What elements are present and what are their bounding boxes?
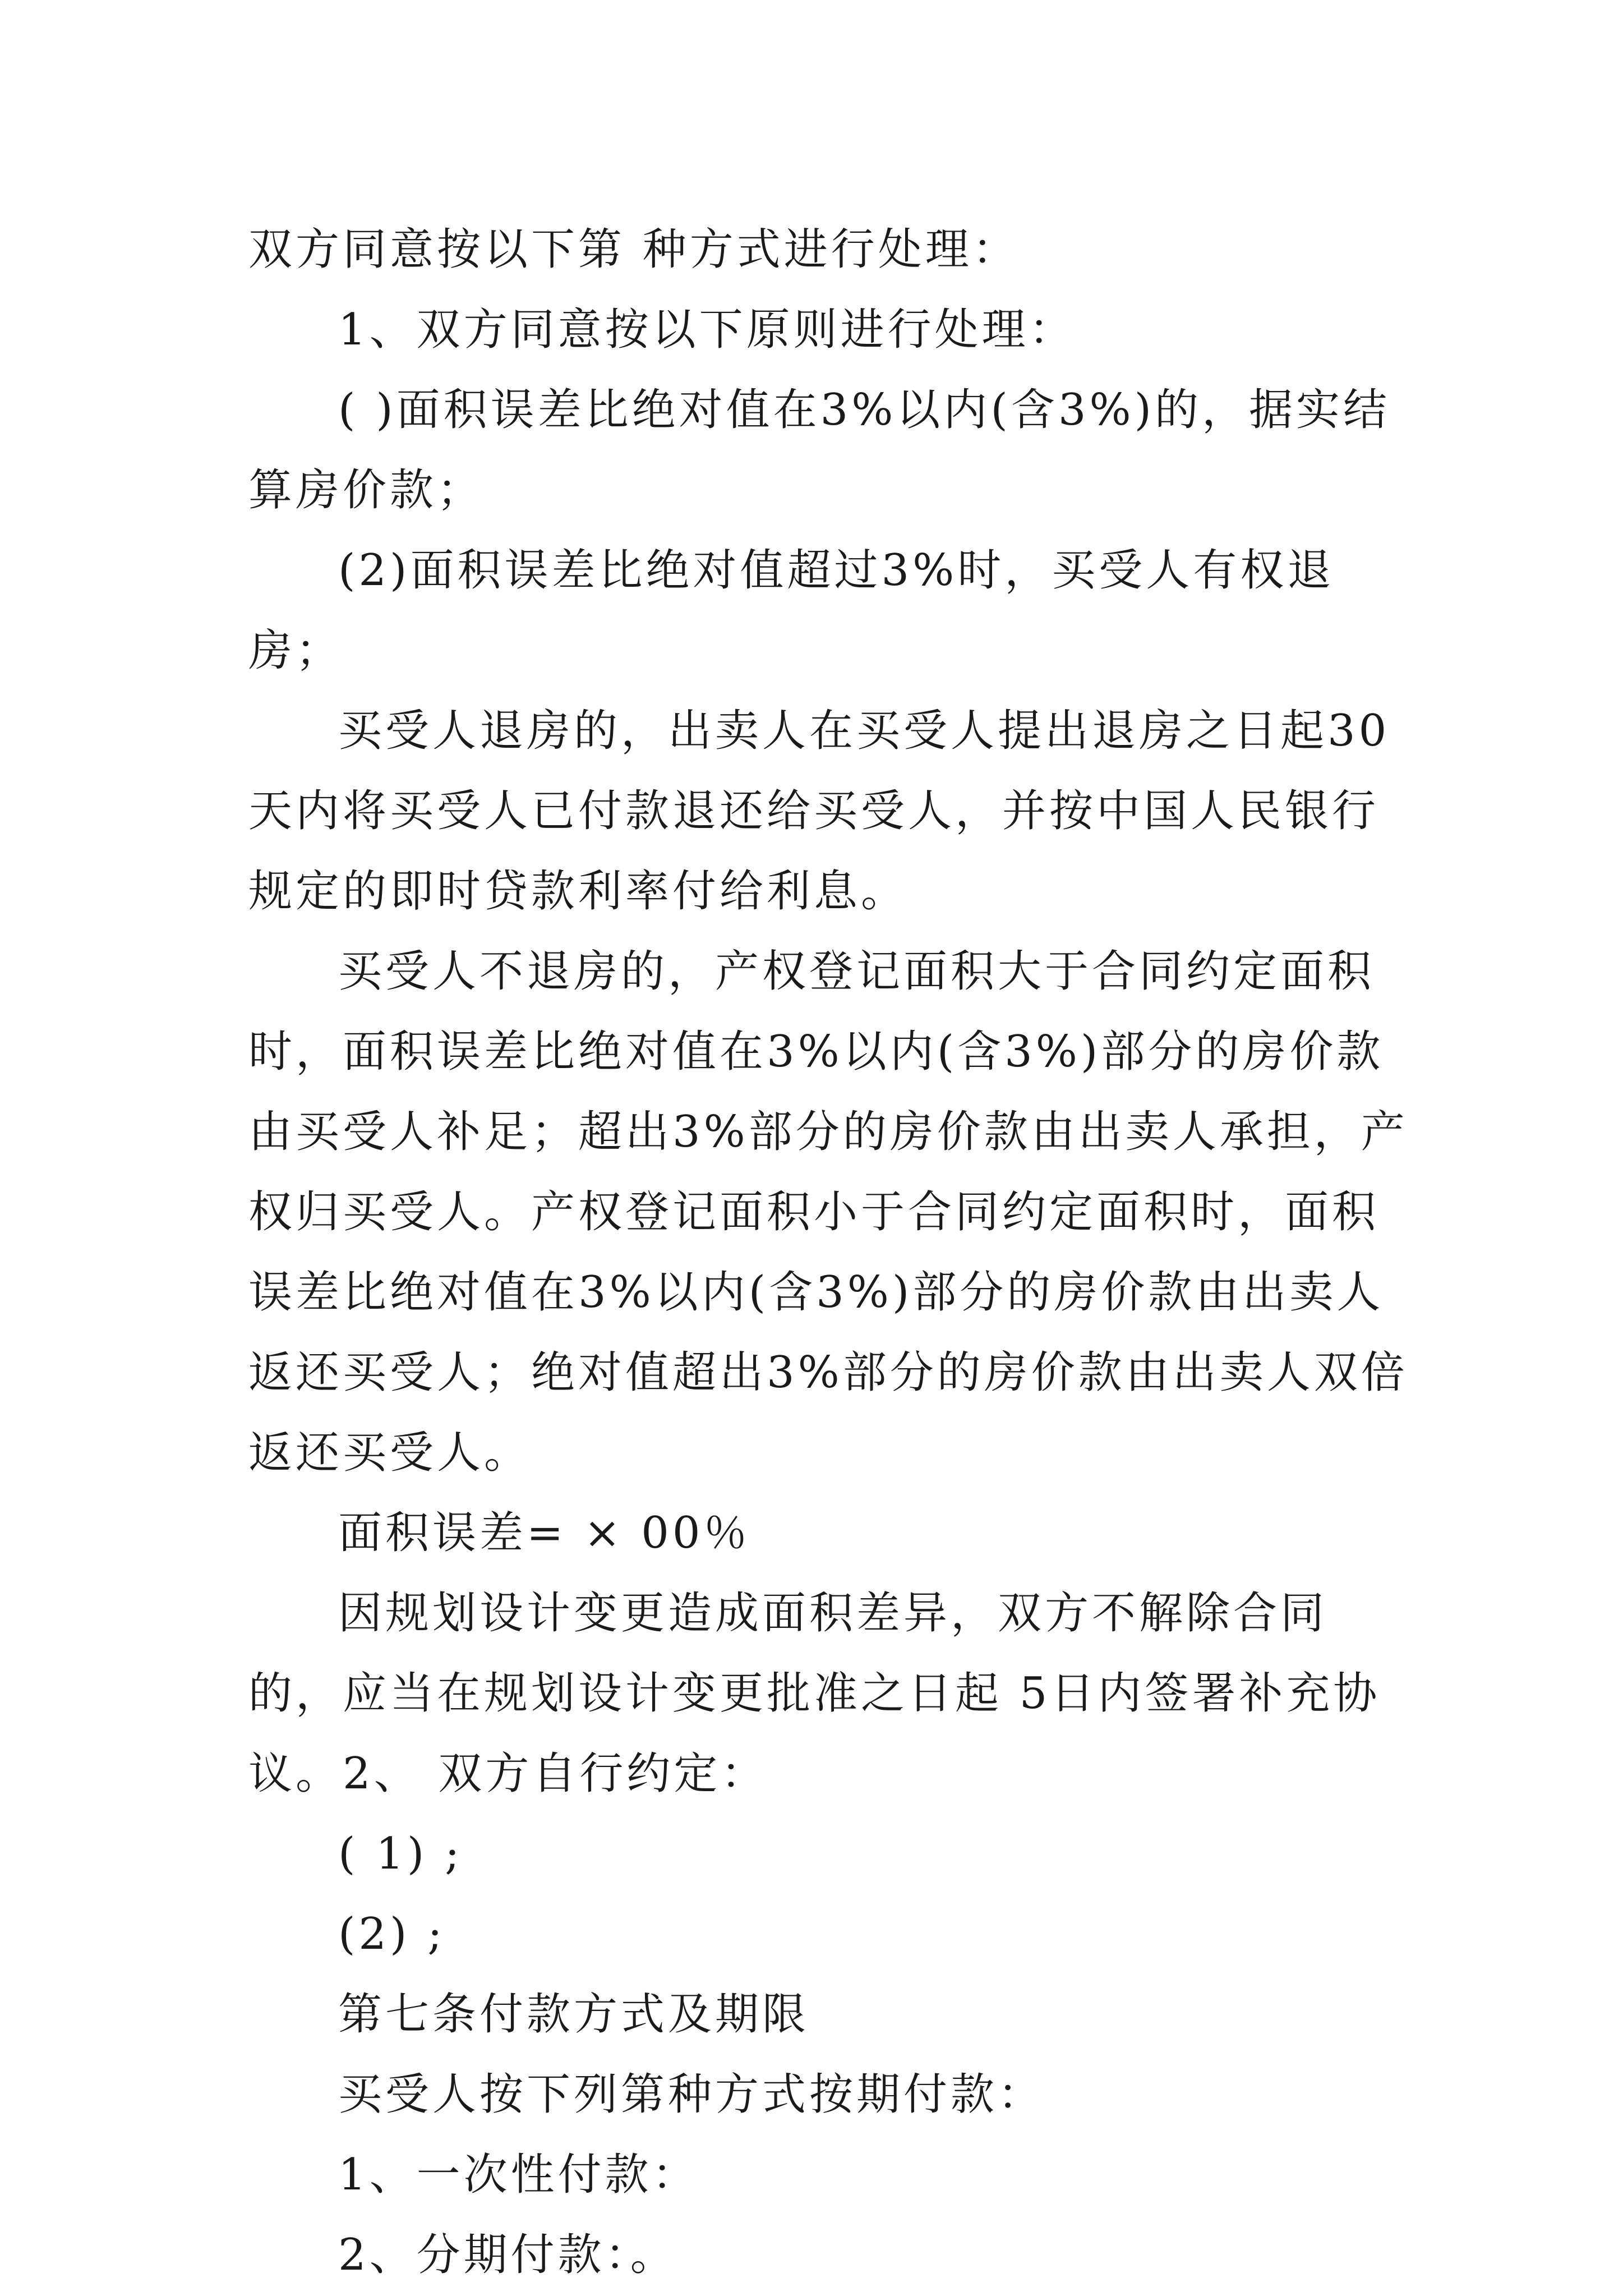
- document-body: [248, 210, 1415, 2295]
- section-heading-article-7: 第七条付款方式及期限: [338, 1989, 810, 2040]
- paragraph-planning-change: 因规划设计变更造成面积差异，双方不解除合同的，应当在规划设计变更批准之日起 5日内签署补充协议。2、 双方自行约定：: [248, 1588, 1381, 1799]
- paragraph-within-3pct: ( )面积误差比绝对值在3%以内(含3%)的，据实结算房价款；: [248, 385, 1391, 516]
- paragraph-lump-sum: 1、一次性付款：: [338, 2150, 699, 2200]
- paragraph-payment-method: 买受人按下列第种方式按期付款：: [338, 2069, 1045, 2120]
- paragraph-over-3pct: (2)面积误差比绝对值超过3%时，买受人有权退房；: [248, 545, 1335, 676]
- paragraph-handling-method: 双方同意按以下第 种方式进行处理：: [248, 224, 1020, 275]
- paragraph-refund: 买受人退房的，出卖人在买受人提出退房之日起30天内将买受人已付款退还给买受人，并按中国人民银行规定的即时贷款利率付给利息。: [248, 706, 1390, 917]
- paragraph-area-error-formula: 面积误差= × 00％: [338, 1508, 751, 1558]
- paragraph-no-refund: 买受人不退房的，产权登记面积大于合同约定面积时，面积误差比绝对值在3%以内(含3%)部分的房价款由买受人补足；超出3%部分的房价款由出卖人承担，产权归买受人。产权登记面积小于合同约定面积时，面积误差比绝对值在3%以内(含3%)部分的房价款由出卖人返还买受人；绝对值超出3%部分的房价款由出卖人双倍返还买受人。: [248, 946, 1408, 1478]
- paragraph-item-2: (2) ;: [338, 1909, 446, 1959]
- paragraph-principle-1: 1、双方同意按以下原则进行处理：: [338, 305, 1076, 355]
- paragraph-item-1: ( 1) ;: [338, 1829, 463, 1879]
- paragraph-installment: 2、分期付款：。: [338, 2230, 677, 2280]
